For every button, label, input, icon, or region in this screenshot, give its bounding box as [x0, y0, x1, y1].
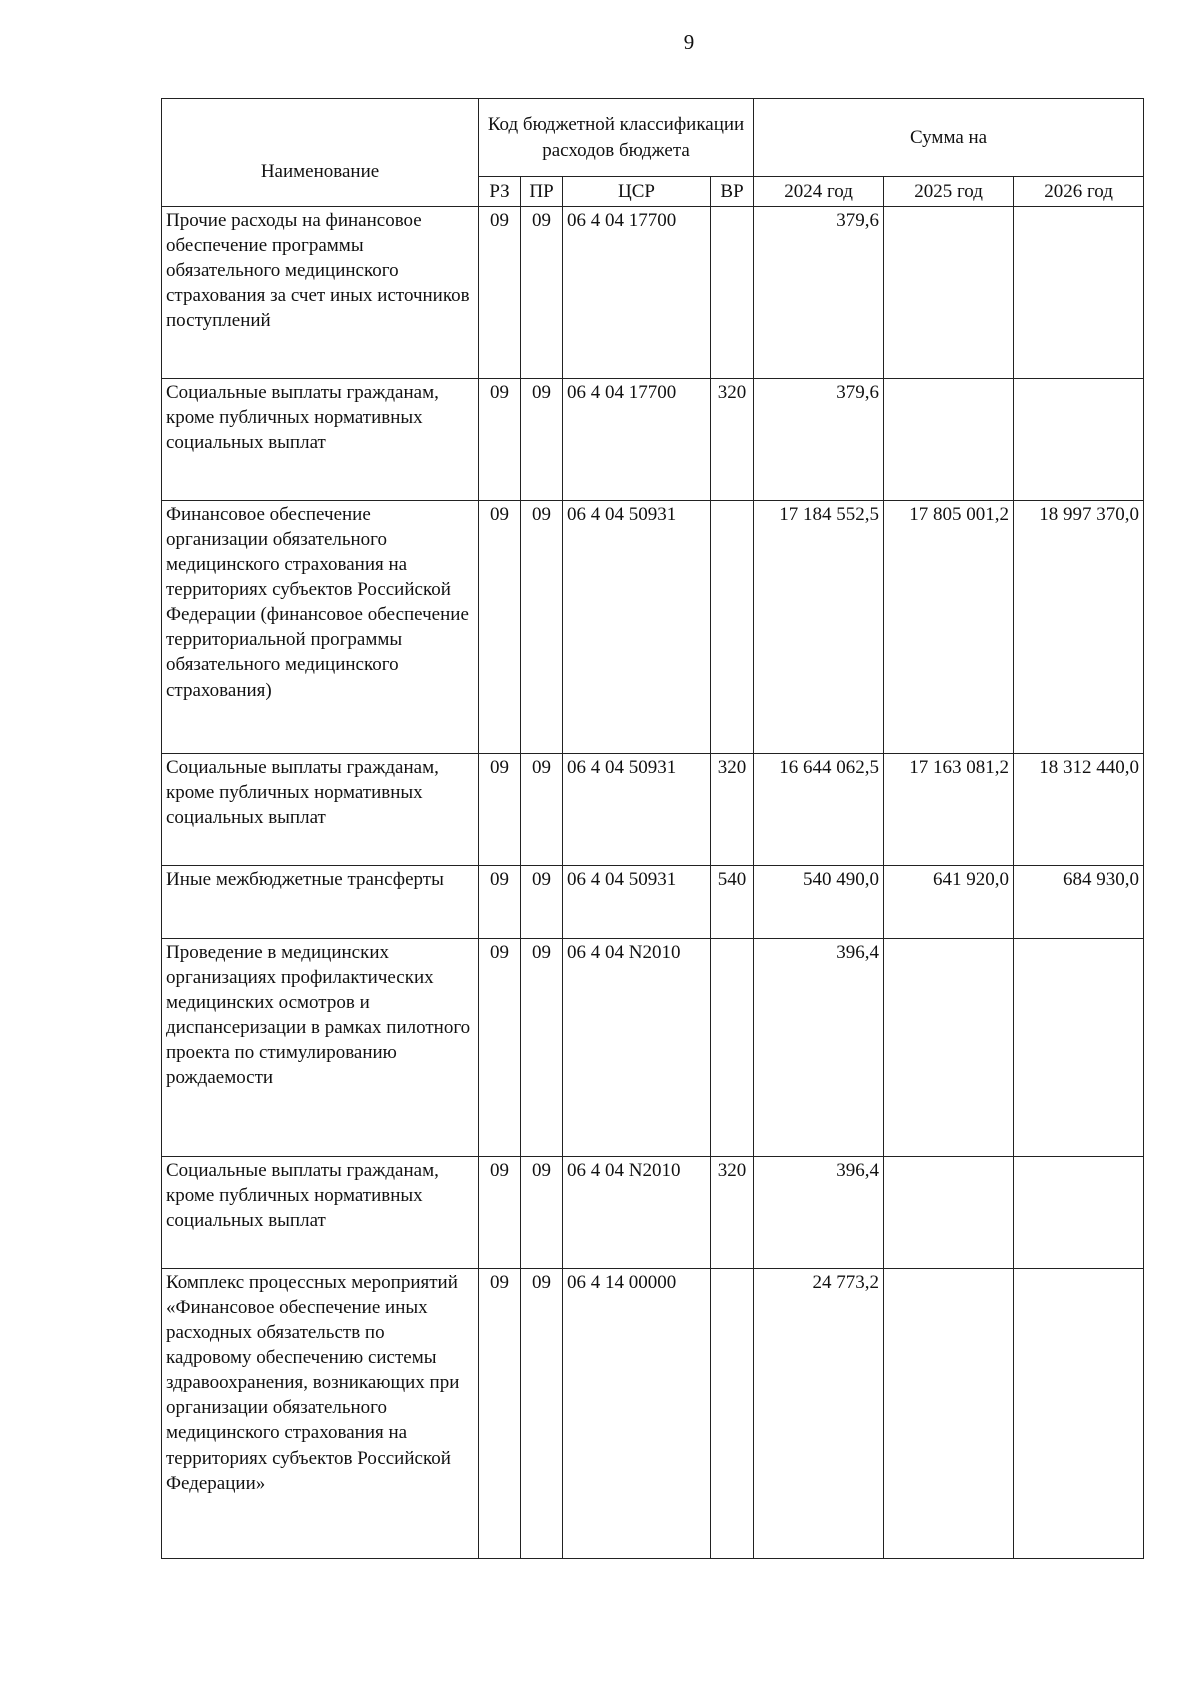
row-2026: 684 930,0: [1014, 866, 1144, 939]
row-rz: 09: [479, 866, 521, 939]
row-2025: [884, 207, 1014, 379]
row-csr: 06 4 04 17700: [563, 379, 711, 501]
row-csr: 06 4 04 N2010: [563, 939, 711, 1157]
header-name: Наименование: [162, 99, 479, 207]
row-pr: 09: [521, 379, 563, 501]
row-rz: 09: [479, 1269, 521, 1559]
header-2025: 2025 год: [884, 177, 1014, 207]
row-2024: 540 490,0: [754, 866, 884, 939]
row-2024: 16 644 062,5: [754, 754, 884, 866]
header-2024: 2024 год: [754, 177, 884, 207]
header-vr: ВР: [711, 177, 754, 207]
budget-table: [161, 98, 1144, 1559]
row-name: Прочие расходы на финансовое обеспечение программы обязательного медицинского страхования за счет иных источников поступлений: [162, 207, 479, 379]
table-row: [162, 379, 1144, 501]
header-sum-group: Сумма на: [754, 99, 1144, 177]
row-rz: 09: [479, 379, 521, 501]
row-vr: 320: [711, 754, 754, 866]
row-vr: 320: [711, 379, 754, 501]
row-2026: [1014, 939, 1144, 1157]
row-2025: 17 163 081,2: [884, 754, 1014, 866]
row-rz: 09: [479, 501, 521, 754]
row-name: Проведение в медицинских организациях профилактических медицинских осмотров и диспансеризации в рамках пилотного проекта по стимулированию рождаемости: [162, 939, 479, 1157]
row-name: Финансовое обеспечение организации обязательного медицинского страхования на территориях субъектов Российской Федерации (финансовое обеспечение территориальной программы обязательного медицинского страхования): [162, 501, 479, 754]
row-2025: 17 805 001,2: [884, 501, 1014, 754]
row-vr: 320: [711, 1157, 754, 1269]
row-name: Социальные выплаты гражданам, кроме публичных нормативных социальных выплат: [162, 379, 479, 501]
row-name: Социальные выплаты гражданам, кроме публичных нормативных социальных выплат: [162, 1157, 479, 1269]
row-2025: 641 920,0: [884, 866, 1014, 939]
table-row: [162, 1157, 1144, 1269]
page-number: 9: [683, 30, 695, 54]
row-pr: 09: [521, 501, 563, 754]
row-csr: 06 4 04 50931: [563, 866, 711, 939]
table-header: [162, 99, 1144, 207]
row-vr: [711, 939, 754, 1157]
row-2026: [1014, 1157, 1144, 1269]
row-vr: [711, 1269, 754, 1559]
row-rz: 09: [479, 1157, 521, 1269]
row-vr: [711, 501, 754, 754]
row-csr: 06 4 04 50931: [563, 501, 711, 754]
row-csr: 06 4 04 50931: [563, 754, 711, 866]
row-vr: 540: [711, 866, 754, 939]
table-row: [162, 207, 1144, 379]
row-csr: 06 4 04 17700: [563, 207, 711, 379]
row-rz: 09: [479, 207, 521, 379]
row-2026: 18 312 440,0: [1014, 754, 1144, 866]
table-row: [162, 501, 1144, 754]
row-rz: 09: [479, 939, 521, 1157]
row-name: Иные межбюджетные трансферты: [162, 866, 479, 939]
table-row: [162, 1269, 1144, 1559]
row-2024: 379,6: [754, 207, 884, 379]
row-2024: 17 184 552,5: [754, 501, 884, 754]
row-2025: [884, 1269, 1014, 1559]
row-pr: 09: [521, 754, 563, 866]
table-row: [162, 754, 1144, 866]
row-pr: 09: [521, 1269, 563, 1559]
row-pr: 09: [521, 1157, 563, 1269]
header-2026: 2026 год: [1014, 177, 1144, 207]
row-rz: 09: [479, 754, 521, 866]
row-name: Комплекс процессных мероприятий «Финансовое обеспечение иных расходных обязательств по кадровому обеспечению системы здравоохранения, возникающих при организации обязательного медицинского страхования на территориях субъектов Российской Федерации»: [162, 1269, 479, 1559]
row-vr: [711, 207, 754, 379]
table-body: [162, 207, 1144, 1559]
table-row: [162, 866, 1144, 939]
row-2025: [884, 1157, 1014, 1269]
row-2025: [884, 379, 1014, 501]
row-pr: 09: [521, 939, 563, 1157]
row-2026: [1014, 379, 1144, 501]
row-csr: 06 4 04 N2010: [563, 1157, 711, 1269]
row-2025: [884, 939, 1014, 1157]
row-2024: 396,4: [754, 939, 884, 1157]
header-csr: ЦСР: [563, 177, 711, 207]
row-2024: 24 773,2: [754, 1269, 884, 1559]
row-pr: 09: [521, 207, 563, 379]
row-csr: 06 4 14 00000: [563, 1269, 711, 1559]
row-2026: [1014, 1269, 1144, 1559]
row-2024: 396,4: [754, 1157, 884, 1269]
header-pr: ПР: [521, 177, 563, 207]
row-name: Социальные выплаты гражданам, кроме публичных нормативных социальных выплат: [162, 754, 479, 866]
header-code-group: Код бюджетной классификации расходов бюджета: [479, 99, 754, 177]
header-rz: РЗ: [479, 177, 521, 207]
row-2026: [1014, 207, 1144, 379]
table-row: [162, 939, 1144, 1157]
row-2026: 18 997 370,0: [1014, 501, 1144, 754]
row-2024: 379,6: [754, 379, 884, 501]
row-pr: 09: [521, 866, 563, 939]
